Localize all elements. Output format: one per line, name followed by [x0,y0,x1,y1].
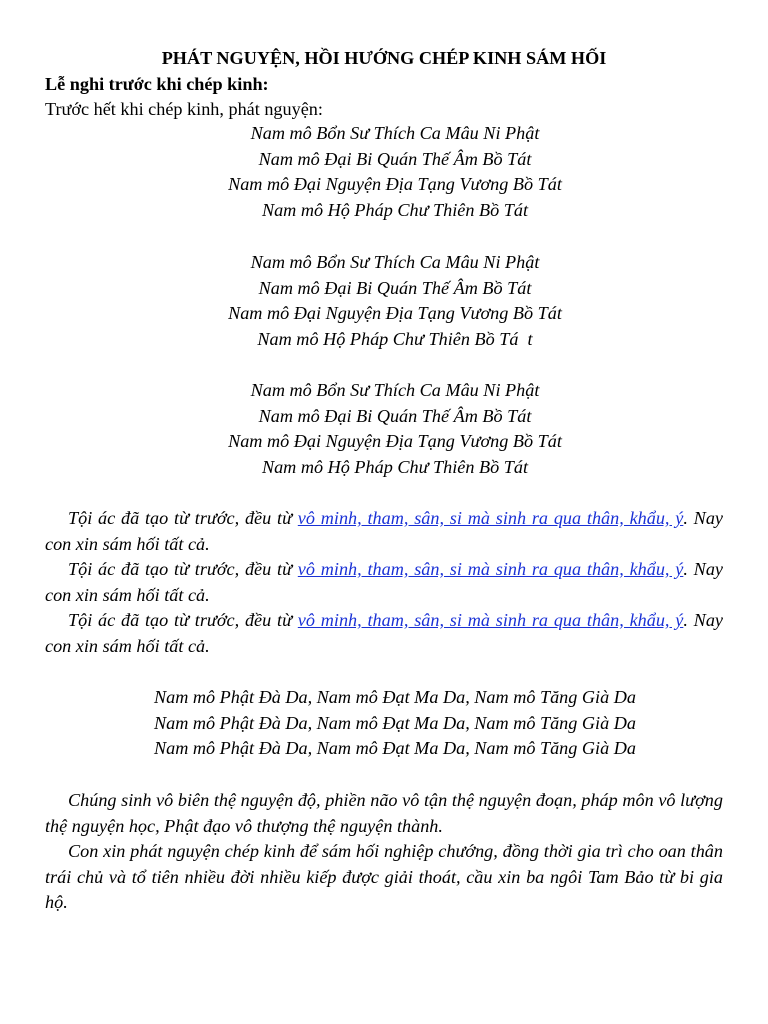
repentance-prefix: Tội ác đã tạo từ trước, đều từ [68,508,298,528]
vows-paragraph: Chúng sinh vô biên thệ nguyện độ, phiền não vô tận thệ nguyện đoạn, pháp môn vô lượng thệ nguyện học, Phật đạo vô thượng thệ nguyện thành. [45,790,723,836]
invocation-line: Nam mô Hộ Pháp Chư Thiên Bồ Tá t [257,328,533,349]
repentance-link[interactable]: vô minh, tham, sân, si mà sinh ra qua thân, khẩu, ý [297,610,684,630]
page-title: PHÁT NGUYỆN, HỒI HƯỚNG CHÉP KINH SÁM HỐI [161,48,607,68]
repentance-link[interactable]: vô minh, tham, sân, si mà sinh ra qua thân, khẩu, ý [297,559,684,579]
invocation-line: Nam mô Đại Bi Quán Thế Âm Bồ Tát [258,277,532,298]
repentance-paragraph [45,506,723,557]
invocation-line: Nam mô Đại Nguyện Địa Tạng Vương Bồ Tát [228,431,562,452]
repentance-suffix: . Nay con xin sám hối tất cả. [45,559,723,605]
section-heading: Lễ nghi trước khi chép kinh: [45,74,269,94]
repentance-paragraph [45,557,723,608]
dharani-line: Nam mô Phật Đà Da, Nam mô Đạt Ma Da, Nam mô Tăng Già Da [154,738,636,759]
repentance-suffix: . Nay con xin sám hối tất cả. [45,610,723,656]
invocation-line: Nam mô Đại Bi Quán Thế Âm Bồ Tát [258,148,532,169]
dharani-block [0,685,768,762]
intro-text: Trước hết khi chép kinh, phát nguyện: [45,99,323,119]
invocation-line: Nam mô Đại Nguyện Địa Tạng Vương Bồ Tát [228,303,562,324]
invocation-line: Nam mô Đại Bi Quán Thế Âm Bồ Tát [258,405,532,426]
dharani-line: Nam mô Phật Đà Da, Nam mô Đạt Ma Da, Nam mô Tăng Già Da [154,712,636,733]
invocation-group-3 [0,378,768,480]
invocation-line: Nam mô Bổn Sư Thích Ca Mâu Ni Phật [250,123,540,143]
invocation-line: Nam mô Hộ Pháp Chư Thiên Bồ Tát [261,199,529,220]
repentance-prefix: Tội ác đã tạo từ trước, đều từ [68,559,298,579]
invocation-line: Nam mô Hộ Pháp Chư Thiên Bồ Tát [261,456,529,477]
invocation-group-2 [0,250,768,352]
invocation-line: Nam mô Đại Nguyện Địa Tạng Vương Bồ Tát [228,174,562,195]
repentance-paragraph [45,608,723,659]
aspiration-paragraph: Con xin phát nguyện chép kinh để sám hối nghiệp chướng, đồng thời gia trì cho oan thân trái chủ và tổ tiên nhiều đời nhiều kiếp được giải thoát, cầu xin ba ngôi Tam Bảo từ bi gia hộ. [45,841,723,913]
repentance-prefix: Tội ác đã tạo từ trước, đều từ [68,610,298,630]
repentance-suffix: . Nay con xin sám hối tất cả. [45,508,723,554]
dharani-line: Nam mô Phật Đà Da, Nam mô Đạt Ma Da, Nam mô Tăng Già Da [154,687,636,707]
repentance-link[interactable]: vô minh, tham, sân, si mà sinh ra qua thân, khẩu, ý [297,508,684,528]
invocation-group-1 [0,121,768,223]
invocation-line: Nam mô Bổn Sư Thích Ca Mâu Ni Phật [250,380,540,400]
invocation-line: Nam mô Bổn Sư Thích Ca Mâu Ni Phật [250,252,540,272]
